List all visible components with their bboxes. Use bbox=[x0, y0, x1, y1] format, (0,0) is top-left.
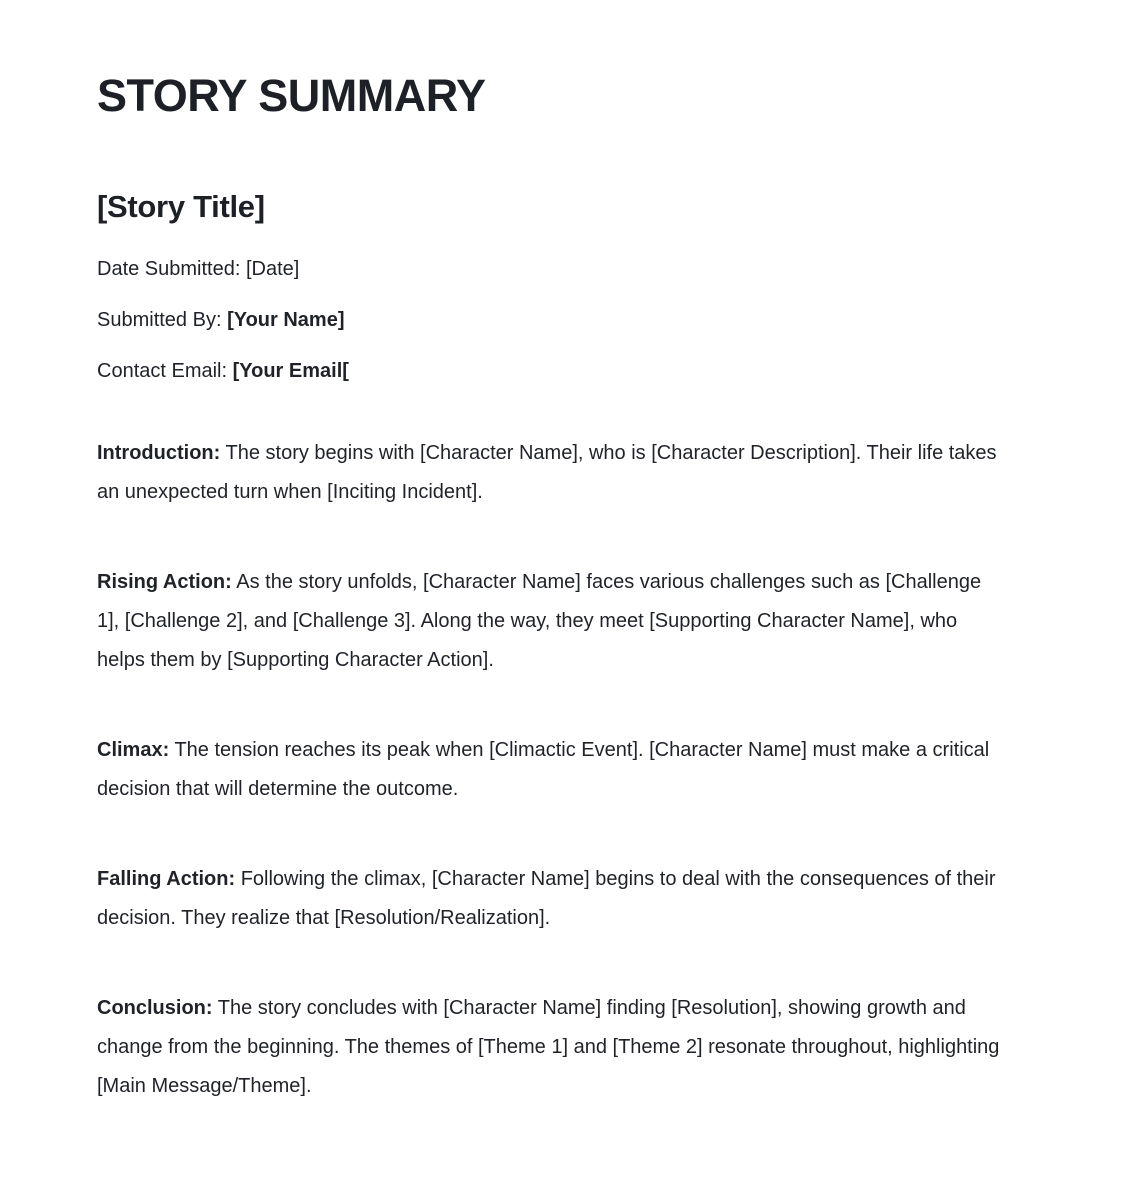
section-rising-action-body: As the story unfolds, [Character Name] faces various challenges such as [Challenge 1], [Challenge 2], and [Challenge 3]. Along the way, they meet [Supporting Character Name], who helps them by [Supporting Character Action]. bbox=[97, 571, 982, 671]
section-climax bbox=[97, 731, 1002, 809]
story-title-heading: [Story Title] bbox=[97, 189, 265, 224]
section-falling-action bbox=[97, 860, 1002, 938]
section-rising-action-heading: Rising Action: bbox=[97, 571, 232, 593]
meta-label-contact-email: Contact Email: bbox=[97, 360, 233, 382]
body-sections bbox=[97, 434, 1002, 1106]
section-introduction-heading: Introduction: bbox=[97, 442, 221, 464]
meta-line-date-submitted bbox=[97, 254, 1002, 285]
section-climax-heading: Climax: bbox=[97, 739, 170, 761]
section-conclusion bbox=[97, 989, 1002, 1106]
meta-line-contact-email bbox=[97, 356, 1002, 387]
section-conclusion-heading: Conclusion: bbox=[97, 997, 213, 1019]
section-falling-action-heading: Falling Action: bbox=[97, 868, 236, 890]
meta-value-your-name: [Your Name] bbox=[227, 309, 345, 331]
meta-section bbox=[97, 254, 1002, 387]
section-introduction-body: The story begins with [Character Name], who is [Character Description]. Their life takes an unexpected turn when [Inciting Incident]. bbox=[97, 442, 997, 503]
meta-value-your-email: [Your Email[ bbox=[232, 360, 349, 382]
section-rising-action bbox=[97, 563, 1002, 680]
meta-label-date-submitted: Date Submitted: bbox=[97, 258, 246, 280]
meta-value-date: [Date] bbox=[245, 258, 300, 280]
document-content bbox=[97, 70, 1002, 1106]
meta-label-submitted-by: Submitted By: bbox=[97, 309, 228, 331]
meta-line-submitted-by bbox=[97, 305, 1002, 336]
section-falling-action-body: Following the climax, [Character Name] begins to deal with the consequences of their decision. They realize that [Resolution/Realization]. bbox=[97, 868, 996, 929]
page-title: STORY SUMMARY bbox=[97, 70, 486, 121]
section-introduction bbox=[97, 434, 1002, 512]
section-climax-body: The tension reaches its peak when [Climactic Event]. [Character Name] must make a critical decision that will determine the outcome. bbox=[97, 739, 990, 800]
section-conclusion-body: The story concludes with [Character Name] finding [Resolution], showing growth and change from the beginning. The themes of [Theme 1] and [Theme 2] resonate throughout, highlighting [Main Message/Theme]. bbox=[97, 997, 1000, 1097]
